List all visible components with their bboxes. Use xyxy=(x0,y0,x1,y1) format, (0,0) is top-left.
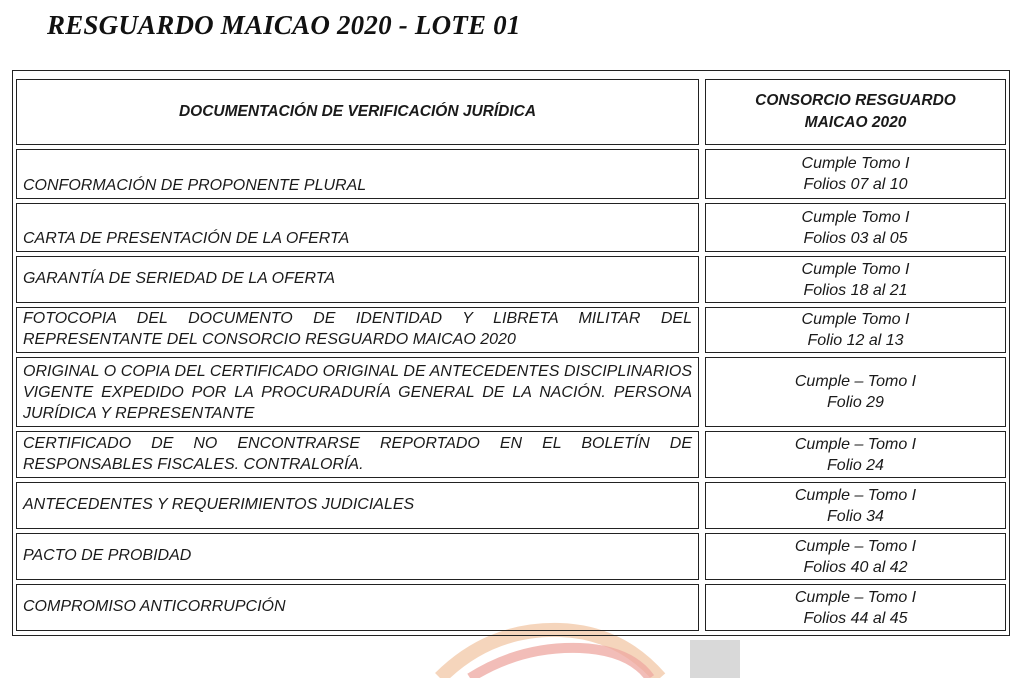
header-documentation: DOCUMENTACIÓN DE VERIFICACIÓN JURÍDICA xyxy=(16,79,699,145)
table-row xyxy=(16,482,1006,529)
header-consortium xyxy=(705,79,1006,145)
result-line1: Cumple – Tomo I xyxy=(794,373,917,390)
result-line1: Cumple Tomo I xyxy=(801,155,910,172)
table-row xyxy=(16,431,1006,478)
row-label: COMPROMISO ANTICORRUPCIÓN xyxy=(16,584,699,631)
row-result xyxy=(705,584,1006,631)
table-row xyxy=(16,357,1006,427)
result-line1: Cumple – Tomo I xyxy=(794,435,917,453)
table-row xyxy=(16,584,1006,631)
result-line2: Folios 18 al 21 xyxy=(803,281,908,299)
row-label: GARANTÍA DE SERIEDAD DE LA OFERTA xyxy=(16,256,699,303)
table-row xyxy=(16,307,1006,353)
result-line1: Cumple – Tomo I xyxy=(794,537,917,555)
row-label: CARTA DE PRESENTACIÓN DE LA OFERTA xyxy=(16,203,699,252)
result-line1: Cumple Tomo I xyxy=(801,260,910,278)
row-label: CONFORMACIÓN DE PROPONENTE PLURAL xyxy=(16,149,699,199)
table-row xyxy=(16,256,1006,303)
row-result xyxy=(705,203,1006,252)
row-label: PACTO DE PROBIDAD xyxy=(16,533,699,580)
row-result xyxy=(705,256,1006,303)
table-row xyxy=(16,203,1006,252)
result-line2: Folio 24 xyxy=(827,456,884,474)
table-header-row xyxy=(16,79,1006,145)
table-row xyxy=(16,533,1006,580)
row-result xyxy=(705,533,1006,580)
result-line2: Folios 40 al 42 xyxy=(803,558,908,576)
result-line2: Folio 29 xyxy=(827,394,884,411)
row-result xyxy=(705,431,1006,478)
row-result xyxy=(705,482,1006,529)
row-label: ORIGINAL O COPIA DEL CERTIFICADO ORIGINAL DE ANTECEDENTES DISCIPLINARIOS VIGENTE EXPEDIDO POR LA PROCURADURÍA GENERAL DE LA NACIÓN. PERSONA JURÍDICA Y REPRESENTANTE xyxy=(16,357,699,427)
row-label: CERTIFICADO DE NO ENCONTRARSE REPORTADO EN EL BOLETÍN DE RESPONSABLES FISCALES. CONTRALORÍA. xyxy=(16,431,699,478)
result-line1: Cumple Tomo I xyxy=(801,208,910,226)
result-line1: Cumple – Tomo I xyxy=(794,588,917,606)
header-consortium-line2: MAICAO 2020 xyxy=(804,114,907,131)
result-line1: Cumple Tomo I xyxy=(801,311,910,328)
result-line2: Folios 03 al 05 xyxy=(803,229,908,247)
document-title: RESGUARDO MAICAO 2020 - LOTE 01 xyxy=(47,10,521,40)
result-line2: Folio 34 xyxy=(827,507,884,525)
row-result xyxy=(705,149,1006,199)
result-line2: Folios 44 al 45 xyxy=(803,609,908,627)
row-label: FOTOCOPIA DEL DOCUMENTO DE IDENTIDAD Y LIBRETA MILITAR DEL REPRESENTANTE DEL CONSORCIO RESGUARDO MAICAO 2020 xyxy=(16,307,699,353)
row-label: ANTECEDENTES Y REQUERIMIENTOS JUDICIALES xyxy=(16,482,699,529)
result-line1: Cumple – Tomo I xyxy=(794,486,917,504)
result-line2: Folio 12 al 13 xyxy=(807,332,904,349)
row-result xyxy=(705,357,1006,427)
header-consortium-line1: CONSORCIO RESGUARDO xyxy=(755,92,956,109)
table-row xyxy=(16,149,1006,199)
row-result xyxy=(705,307,1006,353)
verification-table xyxy=(16,75,1006,635)
result-line2: Folios 07 al 10 xyxy=(803,176,908,193)
